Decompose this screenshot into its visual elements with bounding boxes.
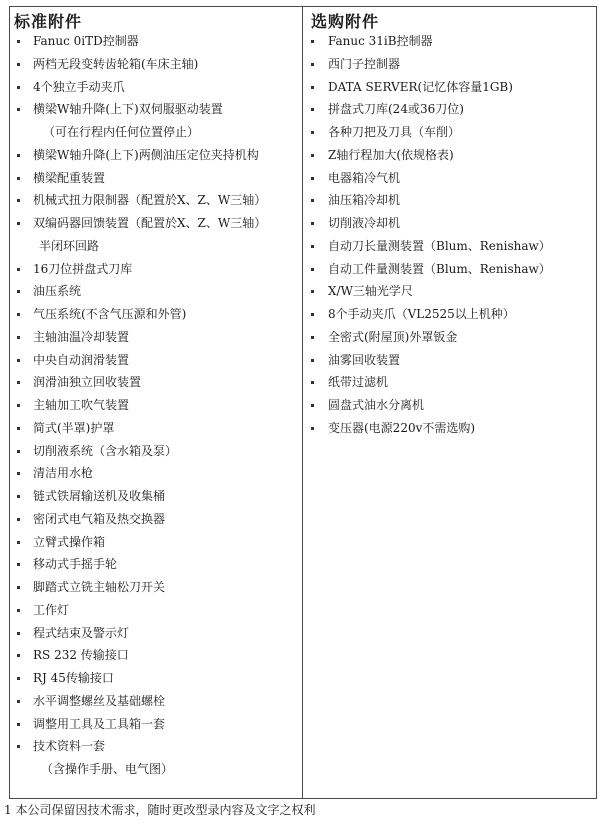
list-item: [303, 53, 551, 76]
list-item-text: 双编码器回馈装置（配置於X、Z、W三轴）: [33, 216, 267, 230]
list-item: [10, 690, 266, 713]
list-item-text: 横梁W轴升降(上下)双伺服驱动装置: [33, 102, 223, 117]
bullet-icon: [17, 108, 20, 111]
bullet-icon: [17, 359, 20, 362]
list-item-text: 变压器(电源220v不需选购): [328, 420, 476, 435]
bullet-icon: [311, 63, 314, 66]
list-item-text: Fanuc 0iTD控制器: [33, 34, 139, 48]
list-item-text: 简式(半罩)护罩: [33, 420, 115, 435]
list-item-text: 圆盘式油水分离机: [328, 398, 425, 412]
list-item: [303, 280, 551, 303]
bullet-icon: [311, 108, 314, 111]
bullet-icon: [311, 199, 314, 202]
list-item-text: 自动刀长量测装置（Blum、Renishaw）: [328, 238, 551, 253]
list-item-text: 电器箱冷气机: [328, 170, 401, 185]
bullet-icon: [311, 245, 314, 248]
bullet-icon: [17, 450, 20, 453]
list-item-text: 气压系统(不含气压源和外管): [33, 307, 187, 321]
bullet-icon: [311, 427, 314, 430]
bullet-icon: [17, 472, 20, 475]
list-item: [303, 212, 551, 235]
list-item-text: 拼盘式刀库(24或36刀位): [328, 102, 464, 117]
list-item-text: 切削液冷却机: [328, 216, 401, 230]
list-item: [303, 98, 551, 121]
list-item: [303, 417, 551, 440]
list-item-text: RJ 45传输接口: [33, 671, 114, 685]
list-item: [303, 235, 551, 258]
list-item-text: 主轴油温冷却装置: [33, 329, 130, 344]
list-item-text: 横梁W轴升降(上下)两侧油压定位夹持机构: [33, 147, 259, 162]
bullet-icon: [311, 404, 314, 407]
bullet-icon: [311, 40, 314, 43]
list-item: [10, 349, 266, 372]
bullet-icon: [311, 154, 314, 157]
list-item: [303, 189, 551, 212]
list-item: [10, 644, 266, 667]
list-item: [10, 735, 266, 781]
list-item: [303, 258, 551, 281]
list-item: [10, 508, 266, 531]
bullet-icon: [17, 586, 20, 589]
list-item: [10, 258, 266, 281]
list-item-text: 清洁用水枪: [33, 466, 94, 481]
list-item: [10, 303, 266, 326]
list-item-text: 4个独立手动夹爪: [33, 79, 125, 94]
optional-accessories-header: 选购附件: [311, 12, 380, 31]
list-item: [10, 53, 266, 76]
list-item: [10, 326, 266, 349]
footnote: 1 本公司保留因技术需求，随时更改型录内容及文字之权利: [4, 803, 316, 817]
bullet-icon: [17, 63, 20, 66]
bullet-icon: [17, 427, 20, 430]
list-item: [10, 371, 266, 394]
bullet-icon: [17, 563, 20, 566]
list-item: [303, 30, 551, 53]
list-item: [10, 440, 266, 463]
list-item: [10, 394, 266, 417]
list-item: [10, 713, 266, 736]
list-item-text: 移动式手摇手轮: [33, 557, 118, 572]
list-item: [10, 576, 266, 599]
list-item-text: 水平调整螺丝及基础螺栓: [33, 693, 166, 708]
list-item: [10, 462, 266, 485]
list-item-text: 自动工件量测装置（Blum、Renishaw）: [328, 261, 551, 276]
list-item: [303, 371, 551, 394]
list-item-text: 两档无段变转齿轮箱(车床主轴): [33, 56, 199, 71]
list-item: [303, 76, 551, 99]
list-item: [10, 531, 266, 554]
list-item-text: 工作灯: [33, 602, 70, 617]
list-item-text: 密闭式电气箱及热交换器: [33, 511, 166, 526]
bullet-icon: [17, 700, 20, 703]
bullet-icon: [17, 518, 20, 521]
list-item-text: 润滑油独立回收装置: [33, 375, 142, 390]
bullet-icon: [17, 199, 20, 202]
list-item-text: 油雾回收装置: [328, 352, 401, 367]
bullet-icon: [17, 404, 20, 407]
bullet-icon: [311, 86, 314, 89]
list-item-continuation: 半闭环回路: [39, 238, 100, 253]
bullet-icon: [17, 632, 20, 635]
bullet-icon: [17, 154, 20, 157]
bullet-icon: [17, 495, 20, 498]
bullet-icon: [311, 290, 314, 293]
list-item: [10, 189, 266, 212]
list-item: [10, 212, 266, 258]
optional-accessories-list: [303, 30, 551, 440]
list-item-text: 主轴加工吹气装置: [33, 398, 130, 412]
list-item-text: X/W三轴光学尺: [328, 284, 413, 299]
list-item: [10, 485, 266, 508]
standard-accessories-header: 标准附件: [14, 12, 83, 31]
bullet-icon: [311, 313, 314, 316]
bullet-icon: [17, 313, 20, 316]
bullet-icon: [17, 723, 20, 726]
list-item: [10, 417, 266, 440]
bullet-icon: [311, 359, 314, 362]
list-item-text: 油压系统: [33, 284, 82, 299]
list-item-text: 纸带过滤机: [328, 375, 389, 390]
list-item-continuation: （含操作手册、电气图）: [41, 762, 174, 776]
list-item-text: 立臂式操作箱: [33, 534, 106, 549]
standard-accessories-list: [10, 30, 266, 781]
list-item: [10, 622, 266, 645]
list-item: [10, 76, 266, 99]
bullet-icon: [17, 40, 20, 43]
bullet-icon: [311, 336, 314, 339]
list-item: [10, 280, 266, 303]
bullet-icon: [17, 177, 20, 180]
list-item: [303, 394, 551, 417]
list-item: [303, 121, 551, 144]
bullet-icon: [17, 381, 20, 384]
list-item: [10, 599, 266, 622]
list-item-text: 西门子控制器: [328, 56, 401, 71]
list-item-text: DATA SERVER(记忆体容量1GB): [328, 79, 513, 94]
list-item-text: 8个手动夹爪（VL2525以上机种）: [328, 307, 515, 321]
list-item-text: RS 232 传输接口: [33, 648, 129, 663]
list-item: [303, 303, 551, 326]
list-item-text: Z轴行程加大(依规格表): [328, 147, 454, 162]
list-item-text: 全密式(附屋顶)外罩钣金: [328, 329, 458, 344]
list-item: [303, 167, 551, 190]
list-item: [10, 167, 266, 190]
bullet-icon: [17, 541, 20, 544]
bullet-icon: [17, 268, 20, 271]
list-item: [10, 30, 266, 53]
list-item-text: 16刀位拼盘式刀库: [33, 261, 133, 276]
list-item-text: 机械式扭力限制器（配置於X、Z、W三轴）: [33, 193, 267, 208]
bullet-icon: [17, 609, 20, 612]
bullet-icon: [17, 745, 20, 748]
list-item-text: 程式结束及警示灯: [33, 625, 130, 640]
accessories-table: [9, 6, 597, 799]
list-item: [10, 667, 266, 690]
bullet-icon: [17, 654, 20, 657]
list-item-text: 脚踏式立铣主轴松刀开关: [33, 580, 166, 594]
bullet-icon: [311, 177, 314, 180]
list-item-text: Fanuc 31iB控制器: [328, 34, 433, 48]
bullet-icon: [17, 336, 20, 339]
bullet-icon: [311, 268, 314, 271]
list-item-text: 横梁配重装置: [33, 170, 106, 185]
list-item-text: 各种刀把及刀具（车削）: [328, 125, 461, 139]
list-item: [10, 144, 266, 167]
bullet-icon: [17, 290, 20, 293]
bullet-icon: [311, 381, 314, 384]
list-item: [303, 144, 551, 167]
list-item-continuation: （可在行程内任何位置停止）: [43, 125, 200, 139]
bullet-icon: [311, 222, 314, 225]
list-item: [303, 349, 551, 372]
bullet-icon: [17, 86, 20, 89]
list-item-text: 油压箱冷却机: [328, 193, 401, 208]
list-item-text: 链式铁屑输送机及收集桶: [33, 489, 166, 503]
list-item-text: 中央自动润滑装置: [33, 352, 130, 367]
bullet-icon: [311, 131, 314, 134]
list-item: [10, 553, 266, 576]
list-item: [10, 98, 266, 144]
bullet-icon: [17, 677, 20, 680]
list-item-text: 调整用工具及工具箱一套: [33, 716, 166, 731]
list-item-text: 切削液系统（含水箱及泵）: [33, 443, 178, 458]
list-item: [303, 326, 551, 349]
bullet-icon: [17, 222, 20, 225]
list-item-text: 技术资料一套: [33, 739, 106, 754]
